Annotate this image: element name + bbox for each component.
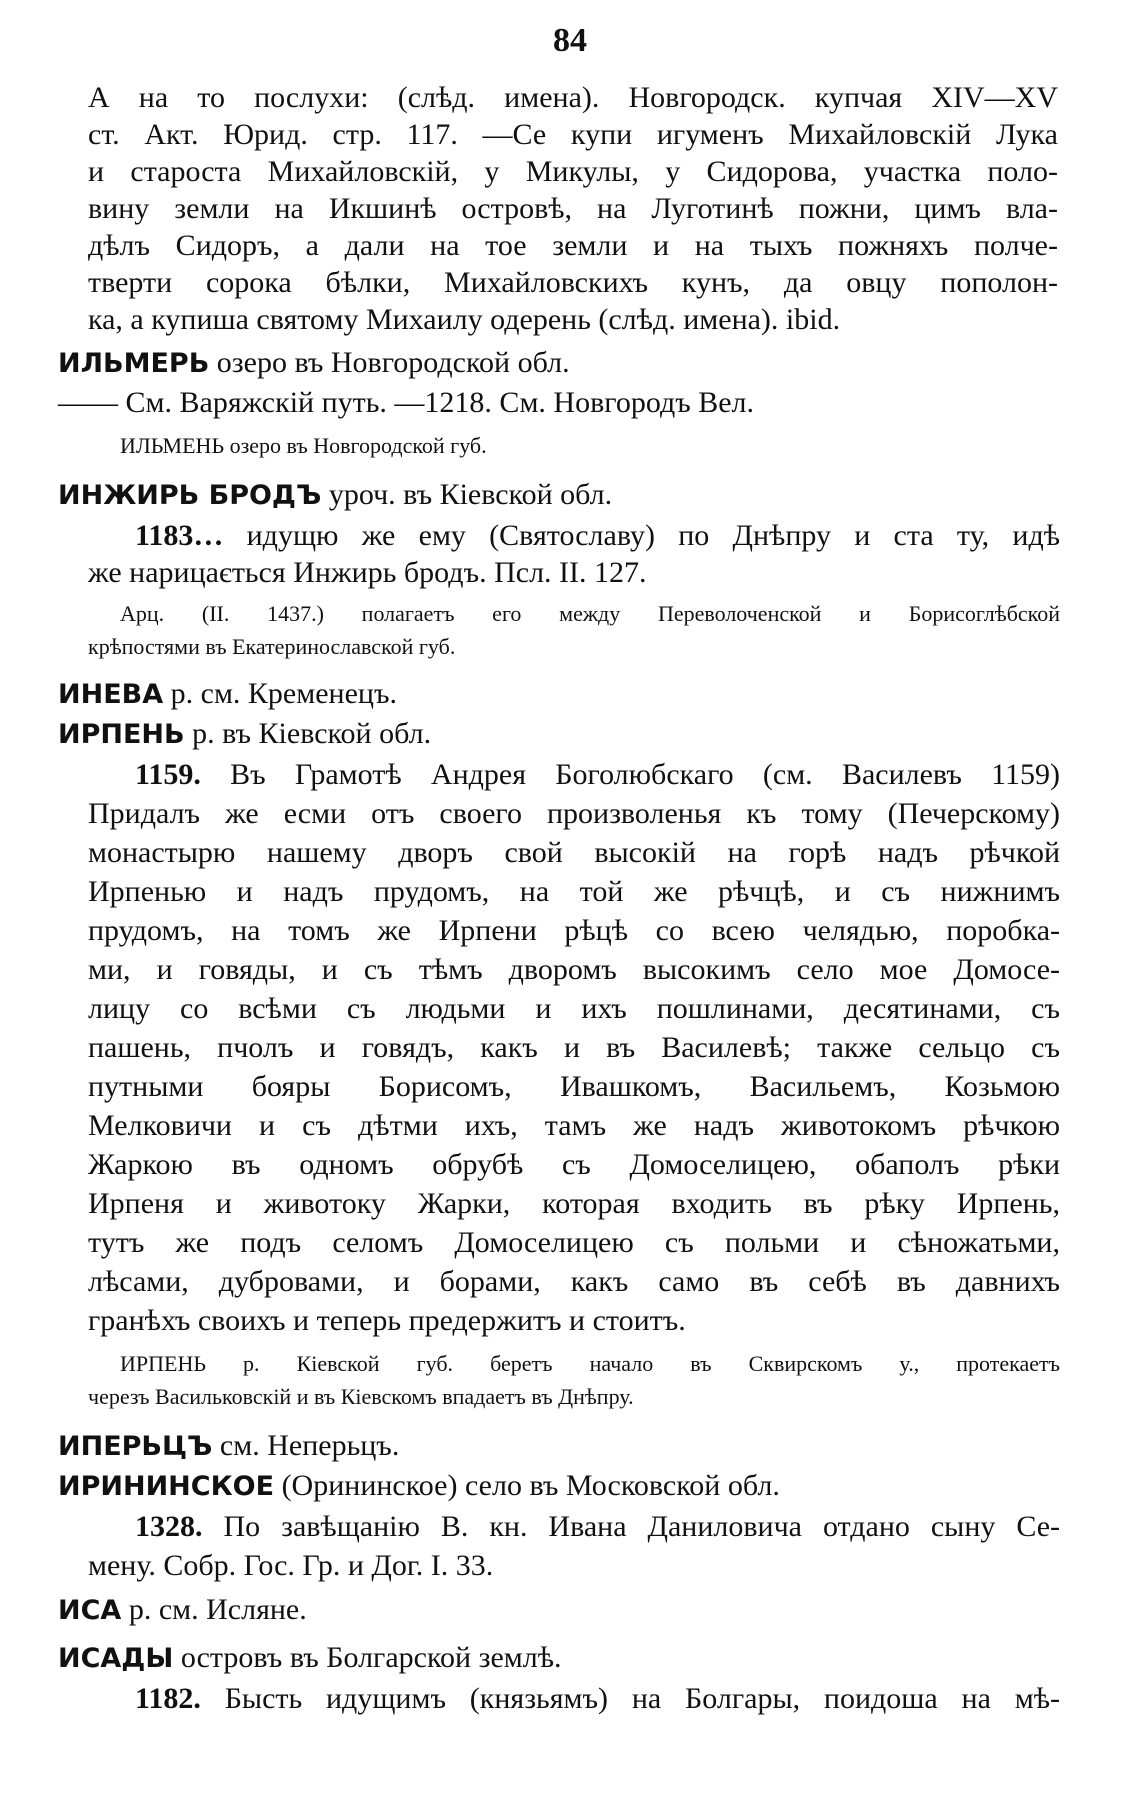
headword-line: [58, 1640, 562, 1677]
headword: ИНЕВА: [58, 679, 164, 710]
text-line: ми, и говяды, и съ тѣмъ дворомъ высокимъ село мое Домосе-: [88, 953, 1060, 986]
text-line: Жаркою въ одномъ обрубѣ съ Домоселицею, обаполъ рѣки: [88, 1148, 1060, 1181]
text-line: лицу со всѣми съ людьми и ихъ пошлинами, десятинами, съ: [88, 992, 1060, 1025]
headword: ИСА: [58, 1595, 122, 1626]
headword: ИРИНИНСКОЕ: [58, 1471, 275, 1502]
year: 1183…: [135, 519, 224, 552]
text-line: гранѣхъ своихъ и теперь предержитъ и стоитъ.: [88, 1304, 686, 1337]
text-line: [135, 518, 1060, 554]
headword-description: р. см. Кременецъ.: [170, 677, 397, 710]
editor-note: черезъ Васильковскій и въ Кіевскомъ впадаетъ въ Днѣпру.: [88, 1384, 634, 1409]
text-line: лѣсами, дубровами, и борами, какъ само въ себѣ въ давнихъ: [88, 1265, 1060, 1298]
editor-note: крѣпостями въ Екатеринославской губ.: [88, 634, 456, 659]
headword-line: [58, 1428, 399, 1465]
text-line: монастырю нашему дворъ свой высокій на горѣ надъ рѣчкой: [88, 836, 1060, 869]
text-line: прудомъ, на томъ же Ирпени рѣцѣ со всею челядью, поробка-: [88, 914, 1060, 947]
text-line: пашень, пчолъ и говядъ, какъ и въ Василевѣ; также сельцо съ: [88, 1031, 1060, 1064]
text-line: вину земли на Икшинѣ островѣ, на Луготинѣ пожни, цимъ вла-: [88, 192, 1058, 225]
year: 1182.: [135, 1682, 201, 1715]
text-line: А на то послухи: (слѣд. имена). Новгородск. купчая XIV—XV: [88, 81, 1058, 114]
text-line: Ирпеня и животоку Жарки, которая входить въ рѣку Ирпень,: [88, 1187, 1060, 1220]
text: идущю же ему (Святославу) по Днѣпру и ста ту, идѣ: [246, 519, 1061, 552]
headword-line: [58, 676, 397, 713]
text: Бысть идущимъ (князьямъ) на Болгары, поидоша на мѣ-: [224, 1682, 1060, 1715]
headword-description: см. Неперьцъ.: [219, 1429, 400, 1462]
text-line: [135, 1681, 1060, 1717]
headword: ИСАДЫ: [58, 1643, 174, 1674]
text-line: [135, 757, 1060, 793]
headword: ИЛЬМЕРЬ: [58, 348, 210, 379]
editor-note: ИРПЕНЬ р. Кіевской губ. беретъ начало въ Сквирскомъ у., протекаетъ: [120, 1351, 1060, 1376]
headword-line: [58, 716, 431, 753]
text-line: же нарицається Инжирь бродъ. Псл. II. 127.: [88, 556, 647, 589]
text-line: ка, а купиша святому Михаилу одерень (слѣд. имена). ibid.: [88, 303, 841, 336]
text-line: и староста Михайловскій, у Микулы, у Сидорова, участка поло-: [88, 155, 1058, 188]
headword-line: [58, 477, 612, 514]
text: По завѣщанію В. кн. Ивана Даниловича отдано сыну Се-: [223, 1510, 1061, 1543]
text-line: ст. Акт. Юрид. стр. 117. —Се купи игуменъ Михайловскій Лука: [88, 118, 1058, 151]
text: Въ Грамотѣ Андрея Боголюбскаго (см. Василевъ 1159): [230, 758, 1060, 791]
year: 1328.: [135, 1510, 203, 1543]
headword-description: р. въ Кіевской обл.: [192, 717, 432, 750]
text-line: тутъ же подъ селомъ Домоселицею съ польми и сѣножатьми,: [88, 1226, 1060, 1259]
year: 1159.: [135, 758, 201, 791]
text-line: [135, 1509, 1060, 1545]
headword-line: [58, 1592, 307, 1629]
headword-description: (Орининское) село въ Московской обл.: [281, 1469, 780, 1502]
headword: ИРПЕНЬ: [58, 719, 185, 750]
text-line: путными бояры Борисомъ, Ивашкомъ, Васильемъ, Козьмою: [88, 1070, 1060, 1103]
text-line: Придалъ же есми отъ своего произволенья къ тому (Печерскому): [88, 797, 1060, 830]
reference-line: —— См. Варяжскій путь. —1218. См. Новгородъ Вел.: [58, 386, 755, 419]
text-line: мену. Собр. Гос. Гр. и Дог. I. 33.: [88, 1549, 494, 1582]
text-line: Мелковичи и съ дѣтми ихъ, тамъ же надъ животокомъ рѣчкою: [88, 1109, 1060, 1142]
headword-description: озеро въ Новгородской обл.: [216, 346, 570, 379]
headword-description: островъ въ Болгарской землѣ.: [180, 1641, 562, 1674]
text-line: Ирпенью и надъ прудомъ, на той же рѣчцѣ, и съ нижнимъ: [88, 875, 1060, 908]
headword: ИНЖИРЬ БРОДЪ: [58, 480, 322, 511]
page-number: 84: [553, 22, 587, 59]
text-line: дѣлъ Сидоръ, а дали на тое земли и на тыхъ пожняхъ полче-: [88, 229, 1058, 262]
text-line: тверти сорока бѣлки, Михайловскихъ кунъ, да овцу пополон-: [88, 266, 1058, 299]
editor-note: Арц. (II. 1437.) полагаетъ его между Переволоченской и Борисоглѣбской: [120, 601, 1060, 626]
headword-line: [58, 1468, 780, 1505]
headword-description: р. см. Исляне.: [128, 1593, 307, 1626]
headword-description: уроч. въ Кіевской обл.: [328, 478, 613, 511]
editor-note: ИЛЬМЕНЬ озеро въ Новгородской губ.: [120, 433, 487, 458]
headword-line: [58, 345, 570, 382]
headword: ИПЕРЬЦЪ: [58, 1431, 213, 1462]
